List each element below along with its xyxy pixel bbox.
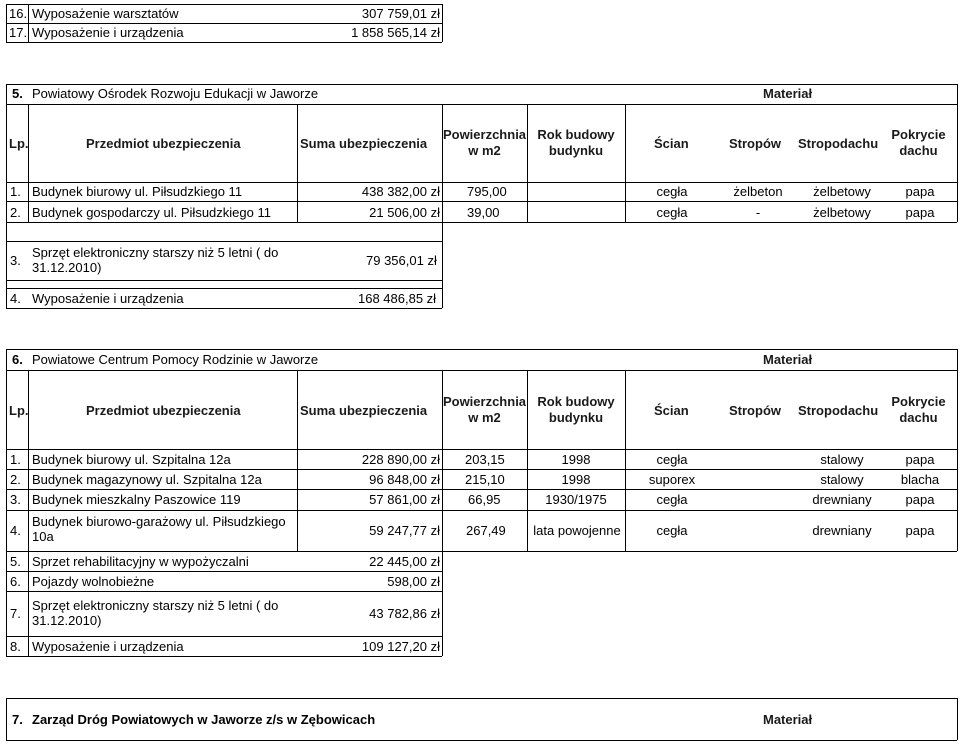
row-sum: 57 861,00 zł xyxy=(369,492,440,507)
section-7-number: 7. xyxy=(12,712,23,727)
row-lp: 6. xyxy=(10,574,21,589)
section-6-header-year-1: Rok budowy xyxy=(537,394,615,409)
row-lp: 3. xyxy=(10,492,21,507)
row-walls: cegła xyxy=(656,523,688,538)
row-lp: 4. xyxy=(10,523,21,538)
section-6-header-subject: Przedmiot ubezpieczenia xyxy=(86,403,241,418)
row-area: 215,10 xyxy=(465,472,505,487)
row-name: Sprzęt elektroniczny starszy niż 5 letni ( do 31.12.2010) xyxy=(32,245,279,275)
section-7-title: Zarząd Dróg Powiatowych w Jaworze z/s w Zębowicach xyxy=(32,712,376,727)
row-name: Wyposażenie i urządzenia xyxy=(32,291,184,306)
row-roof-ceiling: stalowy xyxy=(820,452,864,467)
section-6-material-label: Materiał xyxy=(763,352,813,367)
row-16-sum: 307 759,01 zł xyxy=(361,6,440,21)
section-5-material-label: Materiał xyxy=(763,86,813,101)
row-sum: 59 247,77 zł xyxy=(369,523,440,538)
row-lp: 7. xyxy=(10,606,21,621)
row-year: 1998 xyxy=(561,452,591,467)
row-roof-ceiling: drewniany xyxy=(812,492,872,507)
row-walls: cegła xyxy=(656,452,688,467)
row-name: Sprzęt elektroniczny starszy niż 5 letni ( do 31.12.2010) xyxy=(32,598,279,628)
section-7-material-label: Materiał xyxy=(763,712,813,727)
row-16-lp: 16. xyxy=(9,6,28,21)
row-ceilings: - xyxy=(755,205,761,220)
section-6-header-ceilings: Stropów xyxy=(729,403,781,418)
row-sum: 22 445,00 zł xyxy=(369,554,440,569)
row-year: 1998 xyxy=(561,472,591,487)
row-roof-ceiling: żelbetowy xyxy=(813,184,871,199)
row-roof-ceiling: drewniany xyxy=(812,523,872,538)
section-6-number: 6. xyxy=(12,352,23,367)
row-walls: cegła xyxy=(656,492,688,507)
section-5-header-roof-1: Pokrycie xyxy=(891,127,946,142)
section-5-header-lp: Lp. xyxy=(9,136,29,151)
row-roof: blacha xyxy=(900,472,940,487)
section-5-header-area-2: w m2 xyxy=(468,143,501,158)
row-roof: papa xyxy=(905,523,935,538)
row-roof-ceiling: stalowy xyxy=(820,472,864,487)
section-5-header-walls: Ścian xyxy=(654,136,689,151)
row-name: Wyposażenie i urządzenia xyxy=(32,639,184,654)
row-area: 39,00 xyxy=(467,205,500,220)
row-ceilings: żelbeton xyxy=(733,184,783,199)
row-name: Budynek magazynowy ul. Szpitalna 12a xyxy=(32,472,262,487)
row-area: 267,49 xyxy=(466,523,506,538)
row-sum: 168 486,85 zł xyxy=(358,291,437,306)
row-sum: 109 127,20 zł xyxy=(361,639,440,654)
row-walls: suporex xyxy=(648,472,696,487)
row-name: Budynek mieszkalny Paszowice 119 xyxy=(32,492,241,507)
section-5-header-subject: Przedmiot ubezpieczenia xyxy=(86,136,241,151)
row-17-lp: 17. xyxy=(9,25,28,40)
section-6-header-year-2: budynku xyxy=(548,410,604,425)
row-lp: 2. xyxy=(10,205,21,220)
row-area: 795,00 xyxy=(467,184,507,199)
row-name: Sprzet rehabilitacyjny w wypożyczalni xyxy=(32,554,249,569)
section-6-header-roof-2: dachu xyxy=(899,410,938,425)
row-sum: 96 848,00 zł xyxy=(369,472,440,487)
row-name: Budynek biurowo-garażowy ul. Piłsudzkiego 10a xyxy=(32,514,286,544)
table-row xyxy=(6,241,443,281)
row-walls: cegła xyxy=(656,184,688,199)
row-area: 66,95 xyxy=(468,492,501,507)
section-6-header-lp: Lp. xyxy=(9,403,29,418)
row-year: 1930/1975 xyxy=(545,492,607,507)
row-year: lata powojenne xyxy=(533,523,621,538)
section-6-header-roof-1: Pokrycie xyxy=(891,394,946,409)
section-5-header-sum: Suma ubezpieczenia xyxy=(300,136,428,151)
row-roof: papa xyxy=(905,184,935,199)
section-6-header-area-1: Powierzchnia xyxy=(442,394,527,409)
row-lp: 4. xyxy=(10,291,21,306)
row-sum: 598,00 zł xyxy=(387,574,440,589)
section-6-header-roof-ceiling: Stropodachu xyxy=(798,403,879,418)
row-17-name: Wyposażenie i urządzenia xyxy=(32,25,184,40)
row-name: Pojazdy wolnobieżne xyxy=(32,574,155,589)
row-lp: 3. xyxy=(10,253,21,268)
row-sum: 21 506,00 zł xyxy=(369,205,440,220)
row-17-sum: 1 858 565,14 zł xyxy=(351,25,440,40)
row-lp: 1. xyxy=(10,452,21,467)
section-5-number: 5. xyxy=(12,86,23,101)
row-sum: 43 782,86 zł xyxy=(369,606,440,621)
section-6-header-sum: Suma ubezpieczenia xyxy=(300,403,428,418)
section-6-header-walls: Ścian xyxy=(654,403,689,418)
row-sum: 79 356,01 zł xyxy=(366,253,437,268)
section-6-title: Powiatowe Centrum Pomocy Rodzinie w Jaworze xyxy=(32,352,319,367)
row-name: Budynek gospodarczy ul. Piłsudzkiego 11 xyxy=(32,205,271,220)
row-name: Budynek biurowy ul. Szpitalna 12a xyxy=(32,452,231,467)
row-roof: papa xyxy=(905,205,935,220)
section-6-header-area-2: w m2 xyxy=(468,410,501,425)
row-16-name: Wyposażenie warsztatów xyxy=(32,6,179,21)
section-5-header-year-1: Rok budowy xyxy=(537,127,615,142)
row-area: 203,15 xyxy=(465,452,505,467)
row-walls: cegła xyxy=(656,205,688,220)
row-lp: 2. xyxy=(10,472,21,487)
row-lp: 1. xyxy=(10,184,21,199)
row-lp: 8. xyxy=(10,639,21,654)
section-5-header-ceilings: Stropów xyxy=(729,136,781,151)
section-5-title: Powiatowy Ośrodek Rozwoju Edukacji w Jaworze xyxy=(32,86,319,101)
row-roof-ceiling: żelbetowy xyxy=(813,205,871,220)
row-sum: 438 382,00 zł xyxy=(361,184,440,199)
section-5-header-area-1: Powierzchnia xyxy=(442,127,527,142)
section-5-header-roof-2: dachu xyxy=(899,143,938,158)
row-roof: papa xyxy=(905,452,935,467)
row-roof: papa xyxy=(905,492,935,507)
section-5-header-year-2: budynku xyxy=(548,143,604,158)
section-5-header-roof-ceiling: Stropodachu xyxy=(798,136,879,151)
row-lp: 5. xyxy=(10,554,21,569)
row-name: Budynek biurowy ul. Piłsudzkiego 11 xyxy=(32,184,243,199)
row-sum: 228 890,00 zł xyxy=(361,452,440,467)
